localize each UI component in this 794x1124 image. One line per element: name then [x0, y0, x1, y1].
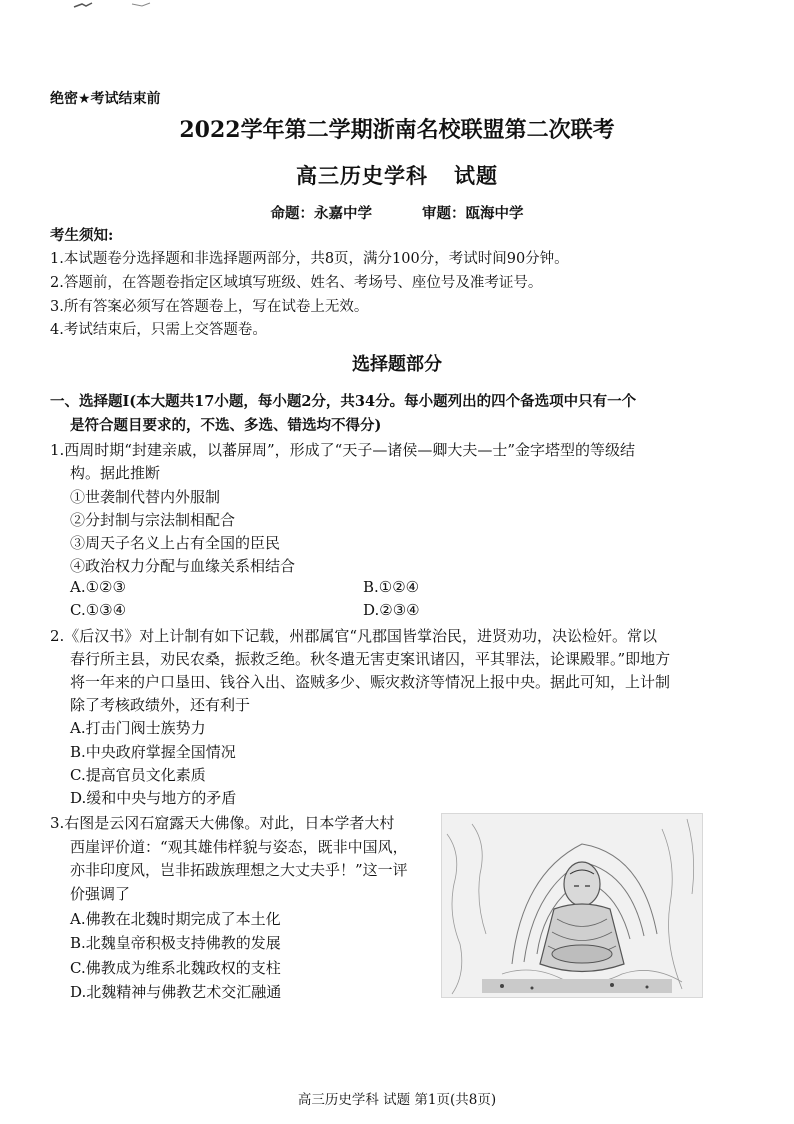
- scan-artifact: [72, 0, 162, 10]
- reviewer-school: 审题：瓯海中学: [422, 205, 524, 222]
- q1-option-a: A.①②③: [70, 578, 126, 596]
- paper-type-label: 试题: [454, 163, 498, 188]
- q3-option-d: D.北魏精神与佛教艺术交汇融通: [70, 983, 282, 1001]
- q1-stem-line1: 1.西周时期“封建亲戚，以蕃屏周”，形成了“天子—诸侯—卿大夫—士”金字塔型的等级结: [50, 441, 635, 459]
- q2-stem-line4: 除了考核政绩外，还有利于: [70, 696, 251, 714]
- q3-stem-line4: 价强调了: [70, 885, 131, 903]
- q2-stem-line2: 春行所主县，劝民农桑，振救乏绝。秋冬遣无害吏案讯诸囚，平其罪法，论课殿罪。”即地方: [70, 650, 671, 668]
- part-instructions-line1: 一、选择题Ⅰ(本大题共17小题，每小题2分，共34分。每小题列出的四个备选项中只有一个: [50, 393, 637, 410]
- q3-option-c: C.佛教成为维系北魏政权的支柱: [70, 959, 281, 977]
- q1-option-c: C.①③④: [70, 601, 127, 619]
- notice-item: 2.答题前，在答题卷指定区域填写班级、姓名、考场号、座位号及准考证号。: [50, 275, 543, 291]
- q3-stem-line3: 亦非印度风，岂非拓跋族理想之大丈夫乎！”这一评: [70, 861, 408, 879]
- q3-stem-line1: 3.右图是云冈石窟露天大佛像。对此，日本学者大村: [50, 814, 395, 832]
- notice-item: 1.本试题卷分选择题和非选择题两部分，共8页，满分100分，考试时间90分钟。: [50, 251, 569, 267]
- q2-option-c: C.提高官员文化素质: [70, 766, 206, 784]
- q3-stem-line2: 西崖评价道：“观其雄伟样貌与姿态，既非中国风，: [70, 838, 408, 856]
- q1-option-b: B.①②④: [363, 578, 420, 596]
- notice-item: 3.所有答案必须写在答题卷上，写在试卷上无效。: [50, 299, 369, 315]
- q2-option-d: D.缓和中央与地方的矛盾: [70, 789, 237, 807]
- yungang-buddha-photo: [441, 813, 703, 998]
- exam-title: 2022学年第二学期浙南名校联盟第二次联考: [179, 117, 615, 143]
- q2-option-b: B.中央政府掌握全国情况: [70, 743, 236, 761]
- q2-option-a: A.打击门阀士族势力: [70, 719, 206, 737]
- section-title: 选择题部分: [352, 354, 442, 375]
- q1-statement: ③周天子名义上占有全国的臣民: [70, 534, 281, 552]
- notice-item: 4.考试结束后，只需上交答题卷。: [50, 322, 267, 338]
- setter-school: 命题：永嘉中学: [270, 205, 372, 222]
- setters-line: [0, 202, 794, 223]
- notice-heading: 考生须知:: [50, 227, 114, 244]
- exam-subtitle: [0, 160, 794, 190]
- page-footer: 高三历史学科 试题 第1页(共8页): [297, 1092, 497, 1108]
- q1-statement: ④政治权力分配与血缘关系相结合: [70, 557, 296, 575]
- q3-option-b: B.北魏皇帝积极支持佛教的发展: [70, 934, 281, 952]
- q3-option-a: A.佛教在北魏时期完成了本土化: [70, 910, 281, 928]
- q2-stem-line3: 将一年来的户口垦田、钱谷入出、盗贼多少、赈灾救济等情况上报中央。据此可知，上计制: [70, 673, 671, 691]
- q2-stem-line1: 2.《后汉书》对上计制有如下记载，州郡属官“凡郡国皆掌治民，进贤劝功，决讼检奸。常以: [50, 627, 657, 645]
- q1-statement: ②分封制与宗法制相配合: [70, 511, 236, 529]
- q1-statement: ①世袭制代替内外服制: [70, 488, 221, 506]
- q1-stem-line2: 构。据此推断: [70, 464, 161, 482]
- confidential-label: 绝密★考试结束前: [50, 91, 161, 107]
- part-instructions-line2: 是符合题目要求的，不选、多选、错选均不得分): [70, 417, 382, 434]
- subject-label: 高三历史学科: [296, 163, 428, 188]
- q1-option-d: D.②③④: [363, 601, 420, 619]
